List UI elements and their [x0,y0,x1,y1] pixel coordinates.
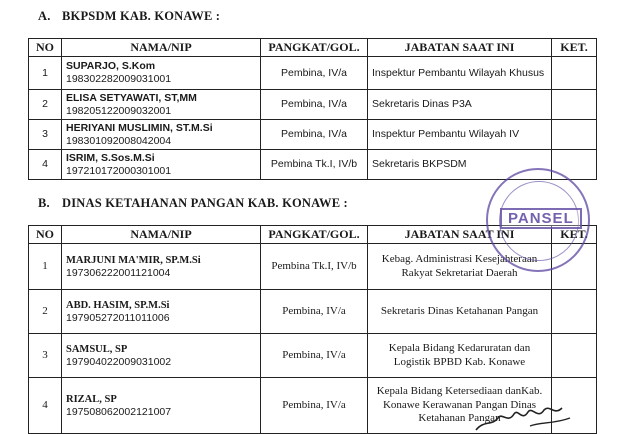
table-row [29,290,597,334]
row-jabatan: Kebag. Administrasi Kesejahteraan Rakyat Sekretariat Daerah [368,244,552,290]
header-pangkat: PANGKAT/GOL. [261,39,368,57]
header-nama-nip: NAMA/NIP [62,226,261,244]
row-pangkat: Pembina Tk.I, IV/b [261,244,368,290]
row-nama: HERIYANI MUSLIMIN, ST.M.Si [66,121,213,134]
row-jabatan: Kepala Bidang Kedaruratan dan Logistik BPBD Kab. Konawe [368,334,552,378]
row-ket [552,150,597,180]
row-ket [552,290,597,334]
row-no: 1 [29,244,62,290]
section-b-letter: B. [38,196,50,210]
header-jabatan: JABATAN SAAT INI [368,39,552,57]
row-nip: 197306222001121004 [66,266,171,279]
row-jabatan: Sekretaris Dinas P3A [368,90,552,120]
table-row [29,244,597,290]
row-pangkat: Pembina, IV/a [261,290,368,334]
row-nip: 197904022009031002 [66,355,172,368]
row-jabatan: Inspektur Pembantu Wilayah IV [368,120,552,150]
row-nip: 198205122009032001 [66,104,172,117]
row-nama-nip [62,150,261,180]
row-ket [552,90,597,120]
row-nama-nip [62,378,261,434]
row-ket [552,57,597,90]
row-nip: 197508062002121007 [66,405,172,418]
section-a-title: BKPSDM KAB. KONAWE : [62,9,221,23]
row-nama: ELISA SETYAWATI, ST,MM [66,91,197,104]
table-section-b [28,225,597,434]
row-nip: 198302282009031001 [66,73,172,85]
row-jabatan: Kepala Bidang Ketersediaan danKab. Konawe Kerawanan Pangan Dinas Ketahanan Pangan [368,378,552,434]
row-ket [552,334,597,378]
row-ket [552,378,597,434]
row-nama: ABD. HASIM, SP.M.Si [66,299,170,311]
row-no: 2 [29,90,62,120]
row-nama-nip [62,334,261,378]
row-nama: RIZAL, SP [66,393,117,405]
header-ket: KET. [552,39,597,57]
row-nama-nip [62,90,261,120]
row-pangkat: Pembina, IV/a [261,378,368,434]
section-a-letter: A. [38,9,51,23]
stamp-label: PANSEL [500,208,582,229]
row-jabatan: Sekretaris BKPSDM [368,150,552,180]
table-header-row [29,39,597,57]
table-row [29,90,597,120]
row-ket [552,120,597,150]
table-row [29,57,597,90]
row-nama: ISRIM, S.Sos.M.Si [66,151,155,164]
row-pangkat: Pembina, IV/a [261,334,368,378]
header-ket: KET. [552,226,597,244]
row-pangkat: Pembina, IV/a [261,90,368,120]
table-row [29,378,597,434]
row-no: 1 [29,57,62,90]
header-pangkat: PANGKAT/GOL. [261,226,368,244]
row-no: 2 [29,290,62,334]
table-section-a [28,38,597,180]
row-nip: 198301092008042004 [66,134,172,147]
row-nama: SAMSUL, SP [66,343,128,355]
row-nip: 197905272011011006 [66,311,170,324]
row-no: 3 [29,120,62,150]
header-no: NO [29,39,62,57]
section-a-heading [38,9,220,24]
row-nama-nip [62,120,261,150]
row-nama-nip [62,244,261,290]
row-nama: SUPARJO, S.Kom [66,60,156,72]
table-row [29,334,597,378]
header-jabatan: JABATAN SAAT INI [368,226,552,244]
row-pangkat: Pembina, IV/a [261,120,368,150]
row-no: 4 [29,378,62,434]
header-nama-nip: NAMA/NIP [62,39,261,57]
row-nama: MARJUNI MA'MIR, SP.M.Si [66,254,201,266]
table-row [29,120,597,150]
section-b-heading [38,196,348,211]
row-jabatan: Sekretaris Dinas Ketahanan Pangan [368,290,552,334]
table-header-row [29,226,597,244]
row-pangkat: Pembina, IV/a [261,57,368,90]
row-nama-nip [62,290,261,334]
row-no: 4 [29,150,62,180]
row-no: 3 [29,334,62,378]
row-nama-nip [62,57,261,90]
row-jabatan: Inspektur Pembantu Wilayah Khusus [368,57,552,90]
row-nip: 197210172000301001 [66,164,172,177]
table-row [29,150,597,180]
row-ket [552,244,597,290]
row-pangkat: Pembina Tk.I, IV/b [261,150,368,180]
section-b-title: DINAS KETAHANAN PANGAN KAB. KONAWE : [62,196,348,210]
header-no: NO [29,226,62,244]
